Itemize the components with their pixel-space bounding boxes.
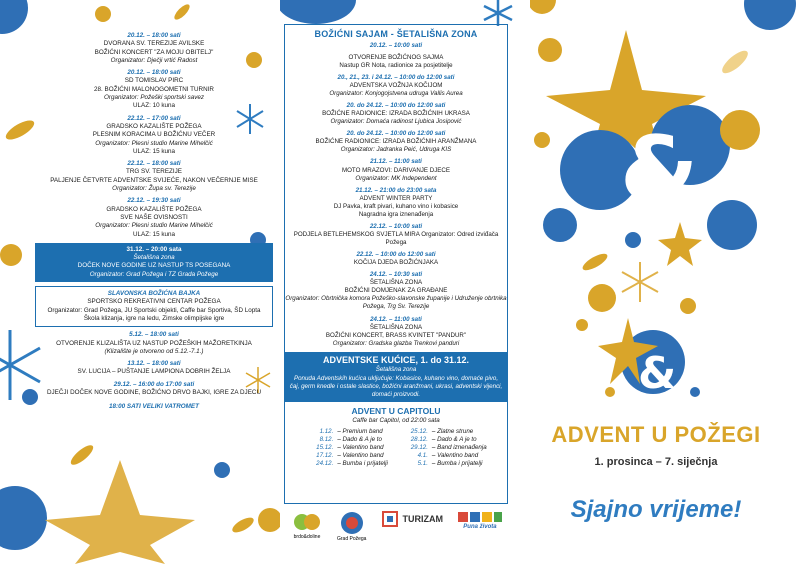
city-crest-icon — [340, 510, 364, 536]
brdo-doline-logo-icon — [292, 510, 322, 534]
capitol-row: 24.12. – Bumba i prijatelji — [305, 460, 388, 468]
hrvatska-logo-icon — [458, 510, 502, 524]
logo-turizam — [381, 510, 443, 528]
event — [36, 69, 272, 110]
event-line: GRADSKO KAZALIŠTE POŽEGA — [106, 205, 202, 213]
event-line: TRG SV. TEREZIJE — [126, 168, 182, 176]
ornament-ball — [0, 244, 22, 266]
capitol-title: ADVENT U CAPITOLU — [351, 405, 441, 416]
capitol-date: 5.1. — [417, 460, 428, 468]
event — [285, 74, 507, 98]
event-line: SPORTSKO REKREATIVNI CENTAR POŽEGA — [87, 298, 221, 306]
snowflake-icon — [622, 262, 658, 302]
event-line: SD TOMISLAV PIRC — [124, 77, 184, 85]
event-line: MOTO MRAZOVI: DARIVANJE DJECE — [341, 166, 451, 174]
event-date: 13.12. – 18:00 sati — [127, 360, 181, 368]
ornament-ball — [680, 298, 696, 314]
event-date: 20.12. – 18:00 sati — [127, 32, 181, 39]
star-icon — [45, 460, 195, 564]
event — [36, 381, 272, 398]
capitol-date: 29.12. — [410, 443, 428, 451]
event-extra: Škola klizanja, igre na ledu, Zimske olimpijske igre — [83, 314, 225, 322]
ornament-ball — [690, 387, 700, 397]
fair-subtitle: 20.12. – 10:00 sati — [369, 41, 423, 49]
event-line: BOŽIĆNI KONCERT "ZA MOJU OBITELJ" — [94, 48, 214, 56]
capitol-band: Valentino band — [342, 451, 384, 459]
event-line: BOŽIĆNI KONCERT, BRASS KVINTET "PANDUR" — [325, 331, 467, 339]
capitol-date: 28.12. — [410, 435, 428, 443]
capitol-subtitle: Caffe bar Capitol, od 22:00 sata — [352, 416, 440, 424]
capitol-row: 17.12. – Valentino band — [305, 452, 388, 460]
capitol-band: Valentino band — [342, 443, 384, 451]
event — [285, 316, 507, 348]
capitol-row: 8.12. – Dado & A je to — [305, 436, 388, 444]
ornament-ball — [280, 0, 356, 24]
ornament-ball — [214, 462, 230, 478]
event-organizer: Organizator: Jadranka Peić, Udruga KIS — [340, 146, 452, 154]
ornament-ball — [543, 208, 577, 242]
event-organizer: Organizator: Župa sv. Terezije — [112, 185, 196, 193]
cover-slogan: Sjajno vrijeme! — [570, 496, 742, 523]
ornament-ball — [720, 110, 760, 150]
fireworks-label: 18:00 SATI VELIKI VATROMET — [109, 403, 199, 411]
fair-title: BOŽIĆNI SAJAM - ŠETALIŠNA ZONA — [314, 29, 478, 39]
capitol-band: Premium band — [342, 427, 383, 435]
capitol-band: Zlatne strune — [437, 427, 474, 435]
capitol-date: 1.12. — [319, 427, 334, 435]
event — [36, 197, 272, 238]
event-date: 20., 21., 23. i 24.12. – 10:00 do 12:00 sati — [337, 73, 455, 81]
event — [285, 271, 507, 311]
event — [36, 331, 272, 356]
capitol-schedule — [285, 428, 507, 468]
event-date: 22.12. – 18:00 sati — [127, 160, 181, 168]
event-line: 28. BOŽIĆNI MALONOGOMETNI TURNIR — [94, 85, 214, 93]
event — [285, 187, 507, 219]
leaf — [3, 117, 37, 143]
event-organizer: (Klizalište je otvoreno od 5.12.-7.1.) — [104, 347, 204, 355]
ornament-ball — [605, 387, 615, 397]
ornament-ball — [534, 132, 550, 148]
event-list — [36, 32, 272, 239]
sponsor-logos — [292, 510, 502, 558]
logo-label: Puna života — [463, 524, 497, 530]
logo-label: brdo&doline — [293, 534, 321, 540]
event — [285, 54, 507, 70]
event-extra: ULAZ: 10 kuna — [132, 102, 175, 110]
event-organizer: Organizator: Grad Požega, JU Sportski objekti, Caffe bar Sportiva, ŠD Lopta — [47, 306, 261, 314]
event-organizer: Organizator: Gradska glazba Trenkovi panduri — [332, 339, 460, 347]
huts-location: Šetališna zona — [375, 366, 417, 374]
capitol-date: 4.1. — [417, 451, 428, 459]
capitol-date: 24.12. — [316, 460, 334, 468]
event-date: 22.12. – 19:30 sati — [127, 197, 181, 205]
event — [36, 32, 272, 65]
fireworks — [36, 403, 272, 411]
event — [285, 158, 507, 182]
event-extra: ULAZ: 15 kuna — [132, 147, 175, 155]
event — [285, 130, 507, 154]
event-date: 21.12. – 11:00 sati — [370, 158, 422, 166]
event-organizer: Organizator: Obrtnička komora Požeško-slavonske županije i Udruženje obrtnika Požega, Trg Sv. Terezije — [285, 295, 507, 311]
ornament-ball — [625, 232, 641, 248]
ornament-ball — [0, 0, 28, 34]
leaf — [68, 442, 96, 468]
left-schedule — [36, 4, 272, 416]
capitol-band: Dado & A je to — [437, 435, 477, 443]
bajka-box — [35, 286, 273, 327]
capitol-band: Bumba i prijatelji — [437, 460, 483, 468]
event-line: BOŽIĆNE RADIONICE: IZRADA BOŽIĆNIH ARANŽMANA — [315, 138, 477, 146]
event-line: ŠETALIŠNA ZONA — [369, 323, 423, 331]
star-icon — [658, 222, 702, 266]
tourism-logo-icon — [381, 510, 399, 528]
ornament-ball — [588, 284, 616, 312]
event-organizer: Organizator: MK Independent — [355, 174, 437, 182]
huts-title: ADVENTSKE KUĆICE, 1. do 31.12. — [322, 354, 470, 365]
event-line: PALJENJE ČETVRTE ADVENTSKE SVIJEĆE, NAKON VEČERNJE MISE — [50, 176, 258, 184]
capitol-col-left — [305, 428, 388, 468]
capitol-col-right — [400, 428, 487, 468]
event-line: PODJELA BETLEHEMSKOG SVJETLA MIRA Organizator: Odred izviđača Požega — [293, 230, 499, 246]
event-line: Nagradna igra iznenađenja — [358, 210, 434, 218]
capitol-row: 28.12. – Dado & A je to — [400, 436, 487, 444]
christmas-fair-panel — [284, 24, 508, 504]
event-organizer: Organizator: Dječji vrtić Radost — [110, 56, 198, 64]
leaf — [230, 515, 256, 536]
event-extra: ULAZ: 15 kuna — [132, 230, 175, 238]
event-date: 20. do 24.12. – 10:00 do 12:00 sati — [346, 130, 446, 138]
event-date: 5.12. – 18:00 sati — [129, 331, 179, 339]
ornament-ball — [576, 319, 588, 331]
event-line: ŠETALIŠNA ZONA — [369, 279, 423, 287]
event-line: OTVORENJE BOŽIĆNOG SAJMA — [348, 53, 444, 61]
capitol-date: 8.12. — [319, 435, 334, 443]
cover-dates: 1. prosinca – 7. siječnja — [594, 456, 718, 468]
event-line: KOČIJA DJEDA BOŽIĆNJAKA — [353, 259, 439, 267]
cover-title: ADVENT U POŽEGI — [551, 422, 761, 447]
capitol-row: 5.1. – Bumba i prijatelji — [400, 460, 487, 468]
leaf — [719, 47, 751, 77]
snowflake-icon — [0, 330, 40, 400]
ampersand-logo: & — [638, 348, 677, 399]
event — [285, 102, 507, 126]
capitol-date: 17.12. — [316, 451, 334, 459]
event-organizer: Organizator: Konjogojstvena udruga Vallis Aurea — [329, 90, 463, 97]
event-line: PLESNIM KORACIMA U BOŽIĆNU VEČER — [92, 131, 216, 139]
event — [36, 160, 272, 193]
event-line: BOŽIĆNE RADIONICE: IZRADA BOŽIĆNIH UKRASA — [322, 110, 470, 118]
event — [36, 360, 272, 377]
decoration-right — [530, 0, 800, 420]
ornament-ball — [538, 38, 562, 62]
capitol-row: 1.12. – Premium band — [305, 428, 388, 436]
event-line: SVE NAŠE OVISNOSTI — [120, 213, 188, 221]
ampersand-logo: & — [620, 117, 699, 222]
event-date: 22.12. – 10:00 sati — [369, 222, 423, 230]
event-date: 24.12. – 10:30 sati — [369, 271, 423, 279]
event-location: Šetališna zona — [133, 254, 175, 262]
event-date: 21.12. – 21:00 do 23:00 sata — [355, 186, 437, 194]
capitol-row: 15.12. – Valentino band — [305, 444, 388, 452]
bajka-title: SLAVONSKA BOŽIĆNA BAJKA — [107, 290, 201, 298]
event-line: DJ Pavka, kraft pivari, kuhano vino i kobasice — [333, 202, 459, 210]
capitol-band: Band iznenađenja — [437, 443, 487, 451]
event — [285, 251, 507, 267]
event — [36, 115, 272, 156]
event-line: DJEČJI DOČEK NOVE GODINE, BOŽIĆNO DRVO BAJKI, IGRE ZA DJECU — [46, 388, 261, 396]
ornament-ball — [0, 486, 47, 550]
capitol-band: Valentino band — [437, 451, 479, 459]
event-organizer: Organizator: Požeški sportski savez — [103, 94, 205, 102]
event-date: 20.12. – 18:00 sati — [127, 69, 181, 77]
ornament-ball — [744, 0, 796, 30]
event-date: 22.12. – 10:00 do 12:00 sati — [356, 251, 436, 259]
event-organizer: Organizator: Plesni studio Marine Mihelčić — [95, 222, 213, 230]
event-organizer: Organizator: Domaća radinost Ljubica Josipović — [330, 118, 462, 126]
event-organizer: Organizator: Plesni studio Marine Mihelčić — [95, 139, 213, 147]
event-organizer: Organizator: Grad Požega i TZ Grada Požege — [89, 270, 219, 278]
ornament-ball — [707, 200, 757, 250]
event-date: 20. do 24.12. – 10:00 do 12:00 sati — [346, 102, 446, 110]
event-line: BOŽIĆNI DOMJENAK ZA GRAĐANE — [344, 287, 448, 295]
logo-grad-pozega — [337, 510, 366, 542]
event-line: ADVENTSKA VOŽNJA KOČIJOM — [349, 81, 443, 89]
capitol-row: 25.12. – Zlatne strune — [400, 428, 487, 436]
event — [285, 223, 507, 247]
event-date: 22.12. – 17:00 sati — [127, 114, 181, 122]
event-date: 29.12. – 16:00 do 17:00 sati — [113, 380, 195, 388]
event-date: 24.12. – 11:00 sati — [370, 315, 422, 323]
snowflake-icon — [484, 0, 512, 26]
capitol-band: Dado & A je to — [342, 435, 382, 443]
new-year-highlight — [35, 243, 273, 282]
event-line: Nastup GR Nota, radionice za posjetitelje — [339, 61, 453, 69]
logo-hrvatska — [458, 510, 502, 530]
leaf — [580, 251, 609, 274]
event-line: DVORANA SV. TEREZIJE AVILSKE — [103, 40, 205, 48]
capitol-row: 4.1. – Valentino band — [400, 452, 487, 460]
ornament-ball — [530, 0, 556, 14]
capitol-row: 29.12. – Band iznenađenja — [400, 444, 487, 452]
event-line: DOČEK NOVE GODINE UZ NASTUP TS POSEGANA — [77, 262, 231, 270]
ornament-ball — [258, 508, 280, 532]
event-line: ADVENT WINTER PARTY — [359, 194, 433, 202]
event-line: GRADSKO KAZALIŠTE POŽEGA — [106, 122, 202, 130]
capitol-date: 25.12. — [410, 427, 428, 435]
capitol-band: Bumba i prijatelji — [342, 460, 388, 468]
capitol-date: 15.12. — [316, 443, 334, 451]
advent-huts-band — [285, 352, 507, 402]
logo-label: Grad Požega — [337, 536, 367, 542]
event-line: SV. LUCIJA – PUŠTANJE LAMPIONA DOBRIH ŽELJA — [77, 368, 231, 376]
huts-description: Ponuda Adventskih kućica uključuje: Kobasice, kuhano vino, domaće pivo, čaj, germ knedle i ostale slastice, božićni aranžmani, ukrasi, adventski vijenci, domaći proizvodi. — [289, 374, 503, 398]
logo-label: TURIZAM — [402, 514, 443, 524]
event-line: OTVORENJE KLIZALIŠTA UZ NASTUP POŽEŠKIH MAŽORETKINJA — [56, 339, 252, 347]
logo-brdo-doline — [292, 510, 322, 540]
event-date: 31.12. – 20:00 sata — [126, 245, 182, 253]
